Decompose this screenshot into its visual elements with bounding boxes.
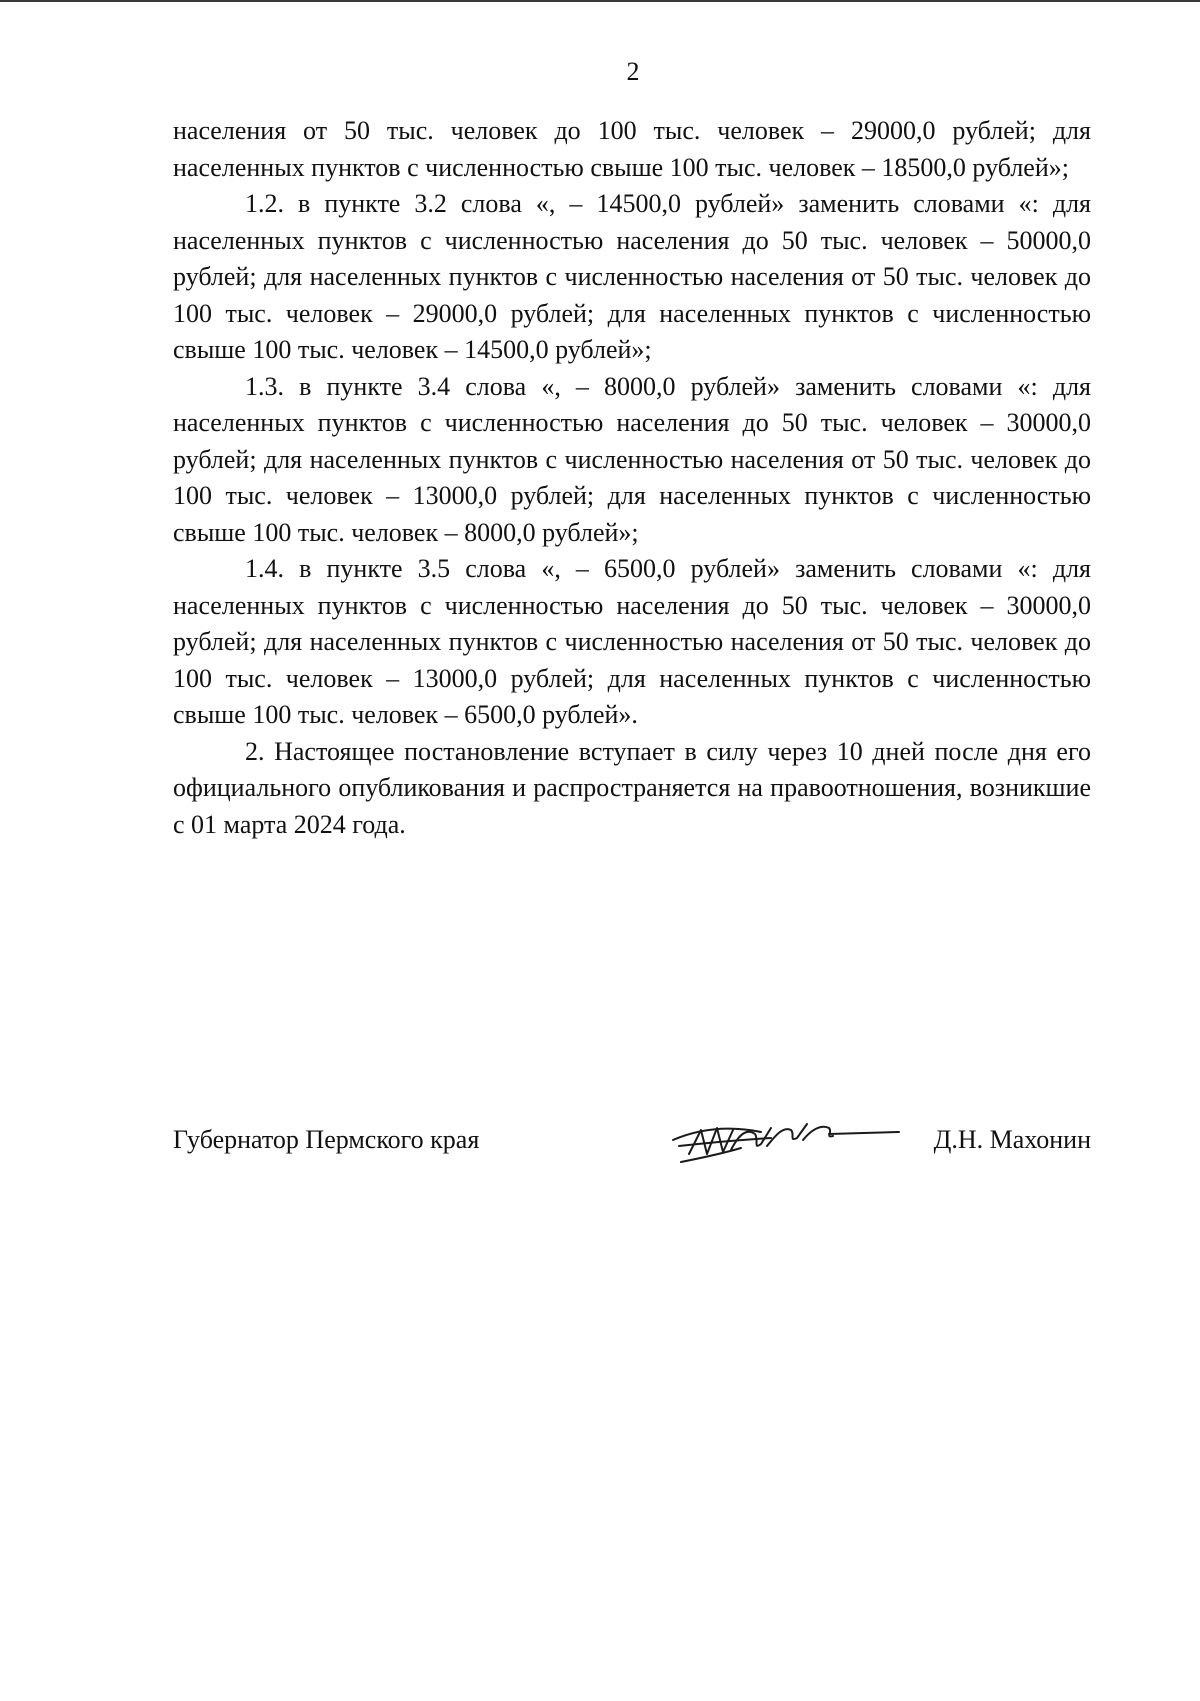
paragraph-item-1-4: 1.4. в пункте 3.5 слова «, – 6500,0 рублей» заменить словами «: для населенных пунктов с численностью населения до 50 тыс. человек – 30000,0 рублей; для населенных пунктов с численностью населения от 50 тыс. человек до 100 тыс. человек – 13000,0 рублей; для населенных пунктов с численностью свыше 100 тыс. человек – 6500,0 рублей». — [173, 554, 1091, 729]
signatory-position: Губернатор Пермского края — [173, 1125, 480, 1154]
paragraph-item-1-2: 1.2. в пункте 3.2 слова «, – 14500,0 рублей» заменить словами «: для населенных пунктов с численностью населения до 50 тыс. человек – 50000,0 рублей; для населенных пунктов с численностью населения от 50 тыс. человек до 100 тыс. человек – 29000,0 рублей; для населенных пунктов с численностью свыше 100 тыс. человек – 14500,0 рублей»; — [173, 189, 1091, 364]
signatory-name: Д.Н. Махонин — [933, 1125, 1091, 1154]
handwritten-signature-icon — [661, 1110, 901, 1170]
document-body — [173, 113, 1091, 843]
scan-top-edge — [0, 0, 1200, 2]
page-number: 2 — [626, 57, 640, 86]
paragraph-item-2: 2. Настоящее постановление вступает в силу через 10 дней после дня его официального опубликования и распространяется на правоотношения, возникшие с 01 марта 2024 года. — [173, 736, 1091, 839]
signature-block — [173, 1118, 1091, 1178]
paragraph-item-1-3: 1.3. в пункте 3.4 слова «, – 8000,0 рублей» заменить словами «: для населенных пунктов с численностью населения до 50 тыс. человек – 30000,0 рублей; для населенных пунктов с численностью населения от 50 тыс. человек до 100 тыс. человек – 13000,0 рублей; для населенных пунктов с численностью свыше 100 тыс. человек – 8000,0 рублей»; — [173, 371, 1091, 547]
paragraph-continuation: населения от 50 тыс. человек до 100 тыс. человек – 29000,0 рублей; для населенных пунктов с численностью свыше 100 тыс. человек – 18500,0 рублей»; — [173, 116, 1091, 182]
